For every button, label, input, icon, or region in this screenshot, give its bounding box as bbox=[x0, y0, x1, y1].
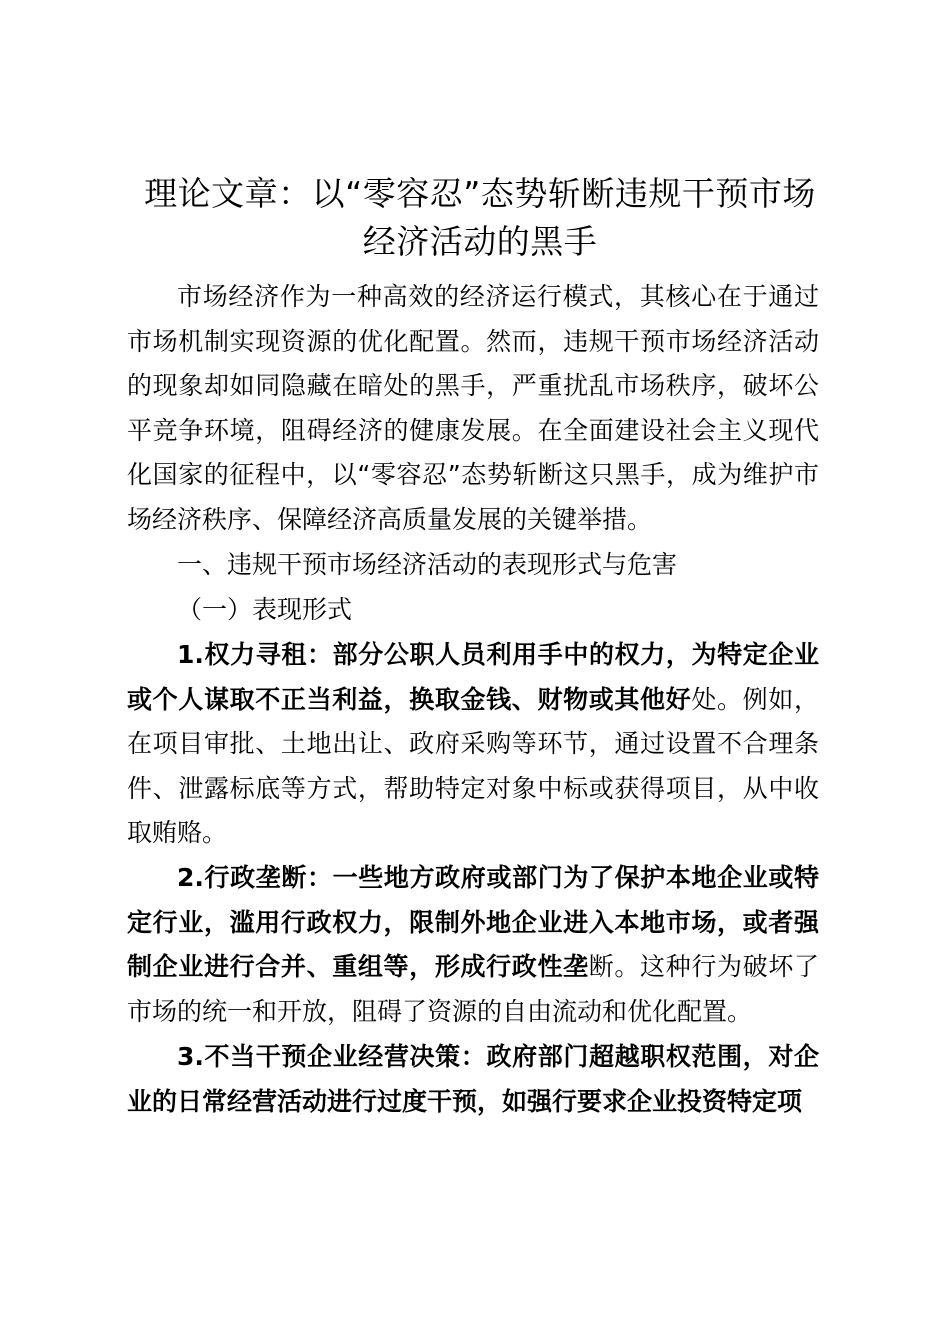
title-line-1: 理论文章：以“零容忍”态势斩断违规干预市场 bbox=[144, 174, 816, 213]
section-heading: 一、违规干预市场经济活动的表现形式与危害 bbox=[177, 550, 678, 579]
item-3-paragraph bbox=[127, 1035, 819, 1124]
subsection-heading: （一）表现形式 bbox=[177, 595, 353, 624]
item-1-paragraph bbox=[127, 633, 819, 856]
item-2-paragraph bbox=[127, 856, 819, 1034]
item-2-text: 断。这种行为破坏了市场的统一和开放，阻碍了资源的自由流动和优化配置。 bbox=[127, 952, 819, 1026]
intro-paragraph: 市场经济作为一种高效的经济运行模式，其核心在于通过市场机制实现资源的优化配置。然而，违规干预市场经济活动的现象却如同隐藏在暗处的黑手，严重扰乱市场秩序，破坏公平竞争环境，阻碍经济的健康发展。在全面建设社会主义现代化国家的征程中，以“零容忍”态势斩断这只黑手，成为维护市场经济秩序、保障经济高质量发展的关键举措。 bbox=[127, 282, 819, 534]
item-3-bold-text: 3.不当干预企业经营决策：政府部门超越职权范围，对企业的日常经营活动进行过度干预，如强行要求企业投资特定项 bbox=[127, 1042, 819, 1116]
item-1-bold-text: 1.权力寻租：部分公职人员利用手中的权力，为特定企业或个人谋取不正当利益，换取金钱、财物或其他好 bbox=[127, 640, 819, 714]
item-1-text: 处。例如，在项目审批、土地出让、政府采购等环节，通过设置不合理条件、泄露标底等方式，帮助特定对象中标或获得项目，从中收取贿赂。 bbox=[127, 684, 819, 848]
title-line-2: 经济活动的黑手 bbox=[362, 222, 598, 261]
document-title bbox=[120, 170, 840, 266]
item-2-bold-text: 2.行政垄断：一些地方政府或部门为了保护本地企业或特定行业，滥用行政权力，限制外地企业进入本地市场，或者强制企业进行合并、重组等，形成行政性垄 bbox=[127, 863, 819, 982]
